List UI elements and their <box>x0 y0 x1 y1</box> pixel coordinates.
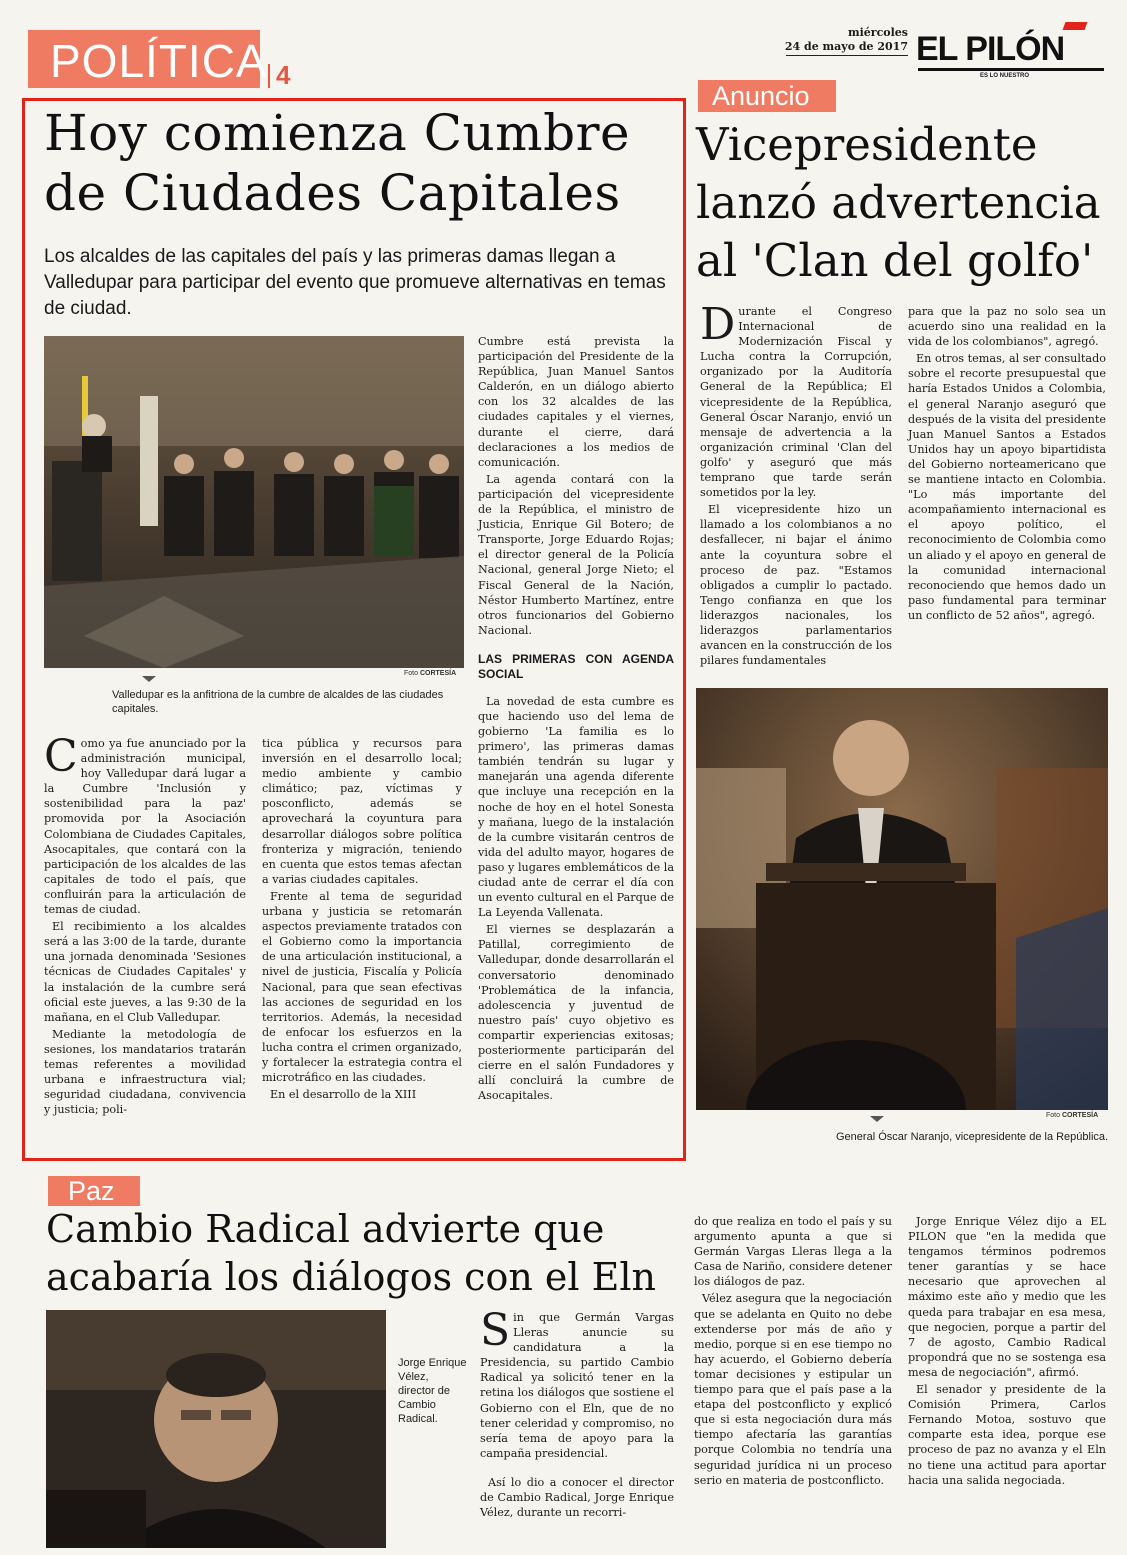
vp-col-1-p2: El vicepresidente hizo un llamado a los colombianos a no desfallecer, ni bajar el ánimo ante la coyuntura sobre el proceso de paz. "Estamos obligados a cumplir lo pactado. Tengo confianza en que los liderazgos nacionales, los liderazgos parlamentarios avancen en la construcción de los pilares fundamentales <box>700 503 892 668</box>
main-headline-line1: Hoy comienza Cumbre <box>44 104 631 162</box>
section-tab-paz <box>48 1176 140 1206</box>
vp-col-1 <box>700 299 892 670</box>
paper-logo <box>914 22 1110 82</box>
vp-col-2-p2: En otros temas, al ser consultado sobre el recorte presupuestal que haría Estados Unidos a Colombia, el general Naranjo aseguró que después de la visita del presidente Juan Manuel Santos a Estados Unidos hay un apoyo bipartidista del Gobierno norteamericano que se mantiene intacto en Colombia. "Lo más importante del acompañamiento internacional es el apoyo político, el reconocimiento de Colombia como un aliado y el apoyo en general de la comunidad internacional reconociendo que hemos dado un paso fundamental para terminar un conflicto de 52 años", agregó. <box>908 352 1106 622</box>
main-subhead: LAS PRIMERAS CON AGENDA SOCIAL <box>478 651 674 681</box>
logo-accent-mark <box>1063 22 1088 30</box>
main-col-right-p3: La novedad de esta cumbre es que haciendo uso del lema de gobierno 'La familia es lo primero', las primeras damas también tendrán su lugar y manejarán una agenda diferente que incluye una recepción en la noche de hoy en el hotel Sonesta y mañana, luego de la instalación de la cumbre visitarán centros de vida del adulto mayor, hogares de paso y lugares emblemáticos de la ciudad ante de cerrar el día con un evento cultural en el Parque de La Leyenda Vallenata. <box>478 694 674 920</box>
paz-col-2-p2: Vélez asegura que la negociación que se adelanta en Quito no debe extenderse por más de año y medio, porque si en ese tiempo no hay acuerdo, el Gobierno debería tomar decisiones y estipular un tiempo para que el país pase a la etapa del postconflicto y explicó que si esta negociación dura más tiempo afectaría las garantías porque Colombia no tendría una seguridad jurídica ni un proceso serio en materia de postconflicto. <box>694 1292 892 1487</box>
paz-headline <box>46 1207 686 1299</box>
vp-photo-credit-name: CORTESÍA <box>1061 1112 1099 1119</box>
paz-col-1-p2: Así lo dio a conocer el director de Cambio Radical, Jorge Enrique Vélez, durante un recorri- <box>480 1475 674 1520</box>
paz-col-3-p2: El senador y presidente de la Comisión Primera, Carlos Fernando Motoa, sostuvo que comparte esta idea, porque ese proceso de paz no avanza y el Eln no tiene una actitud para aportar hacia una salida negociada. <box>908 1383 1106 1487</box>
page-number: 4 <box>276 60 291 90</box>
dropcap-s: S <box>480 1305 511 1356</box>
summit-photo-image <box>44 336 464 668</box>
paz-col-1-p1-text: in que Germán Vargas Lleras anuncie su candidatura a la Presidencia, su partido Cambio Radical ya solicitó tener en la retina los diálogos que sostiene el Gobierno con el Eln, que de no tener celeridad y compromiso, no sería tema de apoyo para la campaña presidencial. <box>480 1311 674 1460</box>
main-photo-caption: Valledupar es la anfitriona de la cumbre de alcaldes de las ciudades capitales. <box>112 689 444 715</box>
section-tab-politica <box>28 30 268 88</box>
main-col-2-p3: En el desarrollo de la XIII <box>270 1088 417 1102</box>
main-col-1 <box>44 731 246 1119</box>
main-lead: Los alcaldes de las capitales del país y las primeras damas llegan a Valledupar para participar del evento que promueve alternativas en temas de ciudad. <box>44 246 666 319</box>
main-col-right <box>478 334 674 1105</box>
issue-day: miércoles <box>847 26 908 39</box>
main-col-1-p2: El recibimiento a los alcaldes será a las 3:00 de la tarde, durante una jornada denominada 'Sesiones técnicas de Ciudades Capitales' y la instalación de la cumbre será oficial este jueves, a las 9:30 de la mañana, en el Club Valledupar. <box>44 920 246 1024</box>
section-label-anuncio: Anuncio <box>712 81 810 111</box>
velez-photo-caption: Jorge Enrique Vélez, director de Cambio Radical. <box>398 1357 467 1425</box>
photo-credit-name: CORTESÍA <box>419 670 457 677</box>
section-label: POLÍTICA <box>50 35 268 87</box>
page-divider-mark <box>268 64 270 88</box>
velez-photo-image <box>46 1310 386 1548</box>
dropcap-c: C <box>44 731 78 782</box>
main-col-1-p1 <box>44 731 246 917</box>
section-label-paz: Paz <box>68 1176 115 1206</box>
paper-slogan: ES LO NUESTRO <box>980 73 1030 79</box>
vp-headline-line1: Vicepresidente <box>696 118 1038 171</box>
paz-col-1 <box>480 1305 674 1522</box>
main-headline-line2: de Ciudades Capitales <box>44 164 621 222</box>
paper-name: EL PILÓN <box>916 30 1065 68</box>
paz-col-3-p1: Jorge Enrique Vélez dijo a EL PILON que "en la medida que tengamos términos podremos tener garantías y se hace necesario que aprovechen al máximo este año y medio que les queda para trabajar en esa mesa, que negocien, porque a partir del 7 de agosto, Cambio Radical propondrá que no se sostenga esa mesa de negociación", afirmó. <box>908 1215 1106 1379</box>
vp-col-1-p1-text: urante el Congreso Internacional de Modernización Fiscal y Lucha contra la Corrupción, organizado por la Auditoría General de la República; El vicepresidente de la República, General Óscar Naranjo, envió un mensaje de advertencia a la organización criminal 'Clan del golfo' y aseguró que más temprano que tarde serán sometidos por la ley. <box>700 305 892 500</box>
issue-date: 24 de mayo de 2017 <box>784 40 908 53</box>
photo-credit <box>404 670 456 677</box>
velez-photo <box>46 1310 386 1548</box>
main-col-right-p4: El viernes se desplazarán a Patillal, corregimiento de Valledupar, donde desarrollarán el conversatorio denominado 'Problemática de la infancia, adolescencia y juventud de nuestro país' cuyo objetivo es compartir experiencias exitosas; posteriormente participarán del cierre en el salón Fundadores y allí concluirá la cumbre de Asocapitales. <box>478 923 674 1103</box>
summit-photo <box>44 336 464 668</box>
main-col-right-p1: Cumbre está prevista la participación del Presidente de la República, Juan Manuel Santos Calderón, en un diálogo abierto con los 32 alcaldes de las ciudades capitales y el viernes, durante el cierre, dará declaraciones a los medios de comunicación. <box>478 335 674 469</box>
paz-col-1-p1 <box>480 1305 674 1461</box>
vp-photo-credit-prefix: Foto <box>1046 1112 1062 1119</box>
caption-arrow <box>142 676 156 682</box>
vp-photo-caption: General Óscar Naranjo, vicepresidente de la República. <box>836 1131 1109 1143</box>
vp-headline-line2: lanzó advertencia <box>696 176 1101 229</box>
vp-col-1-p1 <box>700 299 892 500</box>
naranjo-photo <box>696 688 1108 1110</box>
main-headline <box>44 104 684 222</box>
paz-headline-line2: acabaría los diálogos con el Eln <box>46 1255 656 1299</box>
dropcap-d: D <box>700 299 736 350</box>
main-col-1-p1-text: omo ya fue anunciado por la administración municipal, hoy Valledupar dará lugar a la Cumbre 'Inclusión y sostenibilidad para la paz' promovida por la Asociación Colombiana de Ciudades Capitales, Asocapitales, que contará con la participación de los alcaldes de las capitales de todo el país, que confluirán para la articulación de temas de ciudad. <box>44 737 246 917</box>
vp-headline-line3: al 'Clan del golfo' <box>696 234 1094 287</box>
main-col-1-p3: Mediante la metodología de sesiones, los mandatarios tratarán temas referentes a movilidad urbana e infraestructura vial; seguridad ciudadana, convivencia y justicia; poli- <box>44 1027 246 1117</box>
photo-credit-prefix: Foto <box>404 670 420 677</box>
section-tab-anuncio <box>698 80 836 112</box>
paz-headline-line1: Cambio Radical advierte que <box>46 1207 605 1251</box>
vp-caption-arrow <box>870 1116 884 1122</box>
date-rule <box>786 55 908 56</box>
vp-col-2-p1: para que la paz no solo sea un acuerdo sino una realidad en la vida de los colombianos", agregó. <box>908 305 1106 349</box>
naranjo-photo-image <box>696 688 1108 1110</box>
paz-col-3 <box>908 1214 1106 1490</box>
main-col-2 <box>262 736 462 1104</box>
vp-headline <box>696 118 1116 287</box>
vp-col-2 <box>908 304 1106 625</box>
paz-col-2 <box>694 1214 892 1490</box>
main-col-2-p1: tica pública y recursos para inversión en el desarrollo local; medio ambiente y cambio climático; paz, víctimas y posconflicto, además se aprovechará la coyuntura para desarrollar diálogos sobre política fronteriza y migración, teniendo en cuenta que estos temas afectan a varias ciudades capitales. <box>262 737 462 886</box>
paz-col-2-p1: do que realiza en todo el país y su argumento apunta a que si Germán Vargas Lleras llega a la Casa de Nariño, considere detener los diálogos de paz. <box>694 1215 892 1289</box>
main-col-2-p2: Frente al tema de seguridad urbana y justicia se retomarán aspectos previamente tratados con el Gobierno como la importancia de una articulación institucional, a nivel de justicia, Fiscalía y Policía Nacional, para que sean efectivas las acciones de seguridad en los territorios. Además, la necesidad de enfocar los esfuerzos en la lucha contra el crimen organizado, y fortalecer la estrategia contra el microtráfico en las ciudades. <box>262 889 462 1085</box>
logo-underline <box>918 68 1104 71</box>
main-col-right-p2: La agenda contará con la participación del vicepresidente de la República, el ministro de Justicia, Enrique Gil Botero; de Transporte, Jorge Eduardo Rojas; el director general de la Policía Nacional, general Jorge Nieto; el Fiscal General de la Nación, Néstor Humberto Martínez, entre otros funcionarios del Gobierno Nacional. <box>478 472 674 637</box>
vp-photo-credit <box>1046 1112 1098 1119</box>
